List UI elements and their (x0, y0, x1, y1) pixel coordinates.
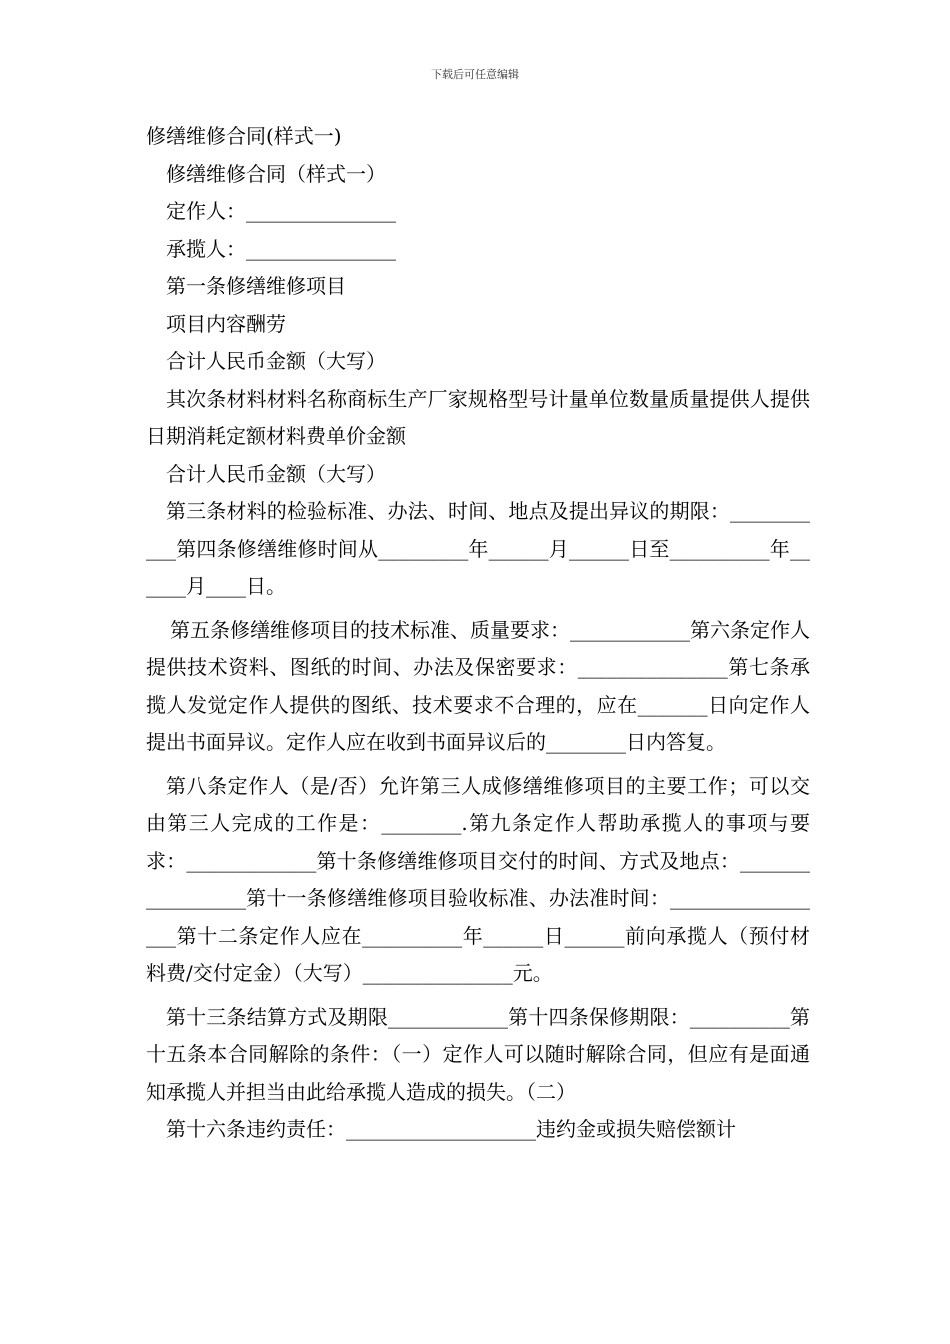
document-title: 修缮维修合同(样式一) (146, 124, 342, 148)
paragraph: 第一条修缮维修项目 (166, 274, 346, 298)
paragraph: 承揽人：_______________ (166, 236, 396, 261)
paragraph: 第三条材料的检验标准、办法、时间、地点及提出异议的期限：___________第四条修缮维修时间从_________年______月______日至__________年______月____日。 (146, 499, 810, 598)
paragraph: 第八条定作人（是/否）允许第三人成修缮维修项目的主要工作；可以交由第三人完成的工作是：________.第九条定作人帮助承揽人的事项与要求：_____________第十条修缮维修项目交付的时间、方式及地点：_________________第十一条修缮维修项目验收标准、办法准时间：_________________第十二条定作人应在__________年______日______前向承揽人（预付材料费/交付定金）（大写）_______________元。 (146, 773, 810, 985)
document-body (146, 118, 810, 1149)
paragraph: 合计人民币金额（大写） (166, 461, 386, 486)
paragraph: 合计人民币金额（大写） (166, 349, 386, 373)
paragraph: 第五条修缮维修项目的技术标准、质量要求：____________第六条定作人提供技术资料、图纸的时间、办法及保密要求：_______________第七条承揽人发觉定作人提供的图纸、技术要求不合理的，应在_______日向定作人提出书面异议。定作人应在收到书面异议后的________日内答复。 (146, 617, 810, 754)
paragraph: 修缮维修合同（样式一） (166, 161, 386, 186)
paragraph: 定作人：_______________ (166, 199, 396, 223)
paragraph: 第十三条结算方式及期限____________第十四条保修期限：__________第十五条本合同解除的条件：（一）定作人可以随时解除合同，但应有是面通知承揽人并担当由此给承揽人造成的损失。（二） (146, 1004, 810, 1104)
paragraph: 其次条材料材料名称商标生产厂家规格型号计量单位数量质量提供人提供日期消耗定额材料费单价金额 (146, 386, 810, 448)
header-note: 下载后可任意编辑 (431, 68, 519, 81)
paragraph: 第十六条违约责任：___________________违约金或损失赔偿额计 (166, 1117, 736, 1141)
paragraph: 项目内容酬劳 (166, 311, 286, 336)
